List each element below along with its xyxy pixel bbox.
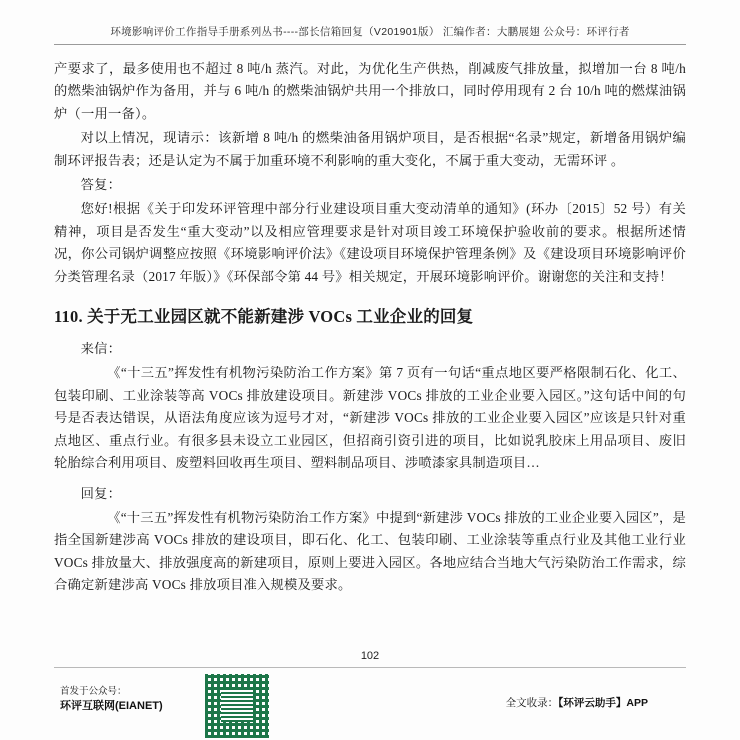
footer-publisher [60, 684, 163, 714]
header-divider [54, 44, 686, 45]
footer-publisher-line1: 首发于公众号： [60, 686, 127, 697]
paragraph-answer: 您好!根据《关于印发环评管理中部分行业建设项目重大变动清单的通知》(环办〔2015〕52 号）有关精神，项目是否发生“重大变动”以及相应管理要求是针对项目竣工环境保护验收前的要求。根据所述情况，你公司锅炉调整应按照《环境影响评价法》《建设项目环境保护管理条例》及《建设项目环境影响评价分类管理名录（2017 年版）》《环保部令第 44 号》相关规定，开展环境影响评价。谢谢您的关注和支持！ [54, 201, 686, 284]
reply-label: 回复： [80, 485, 122, 501]
letter-label: 来信： [80, 341, 122, 357]
reply-body: 《“十三五”挥发性有机物污染防治工作方案》中提到“新建涉 VOCs 排放的工业企业要入园区”，是指全国新建涉高 VOCs 排放的建设项目，即石化、化工、包装印刷、工业涂装等重点行业及其他工业行业 VOCs 排放量大、排放强度高的新建项目，原则上要进入园区。各地应结合当地大气污染防治工作需求，综合确定新建涉高 VOCs 排放项目准入规模及要求。 [54, 509, 686, 593]
answer-label: 答复： [80, 177, 122, 193]
paragraph-continuation: 产要求了，最多使用也不超过 8 吨/h 蒸汽。对此，为优化生产供热，削减废气排放量，拟增加一台 8 吨/h 的燃柴油锅炉作为备用，并与 6 吨/h 的燃柴油锅炉共用一个排放口，同时停用现有 2 台 10/h 吨的燃煤油锅炉（一用一备）。 [54, 61, 686, 121]
page-content [54, 58, 686, 599]
letter-body: 《“十三五”挥发性有机物污染防治工作方案》第 7 页有一句话“重点地区要严格限制石化、化工、包装印刷、工业涂装等高 VOCs 排放建设项目。新建涉 VOCs 排放的工业企业要入园区。”这句话中间的句号是否表达错误，从语法角度应该为逗号才对，“新建涉 VOCs 排放的工业企业要入园区”应该是只针对重点地区、重点行业。有很多县未设立工业园区，但招商引资引进的项目，比如说乳胶床上用品项目、废旧轮胎综合利用项目、废塑料回收再生项目、塑料制品项目、涉喷漆家具制造项目… [54, 365, 686, 471]
footer-publisher-line2: 环评互联网(EIANET) [60, 700, 163, 712]
section-heading-110: 110. 关于无工业园区就不能新建涉 VOCs 工业企业的回复 [54, 307, 474, 327]
qr-code-icon [205, 674, 269, 738]
footer-app-prefix: 全文收录： [505, 697, 559, 709]
page-number: 102 [360, 650, 380, 662]
footer-app-brand: 【环评云助手】APP [558, 697, 648, 709]
qr-code-inner [221, 690, 253, 722]
paragraph-request: 对以上情况，现请示：该新增 8 吨/h 的燃柴油备用锅炉项目，是否根据“名录”规定，新增备用锅炉编制环评报告表；还是认定为不属于加重环境不利影响的重大变化，不属于重大变动，无需环评 。 [54, 130, 686, 168]
page-header: 环境影响评价工作指导手册系列丛书----部长信箱回复（V201901版） 汇编作者：大鹏展翅 公众号：环评行者 [110, 26, 630, 38]
footer-app-note [506, 695, 648, 710]
footer-divider [54, 667, 686, 668]
